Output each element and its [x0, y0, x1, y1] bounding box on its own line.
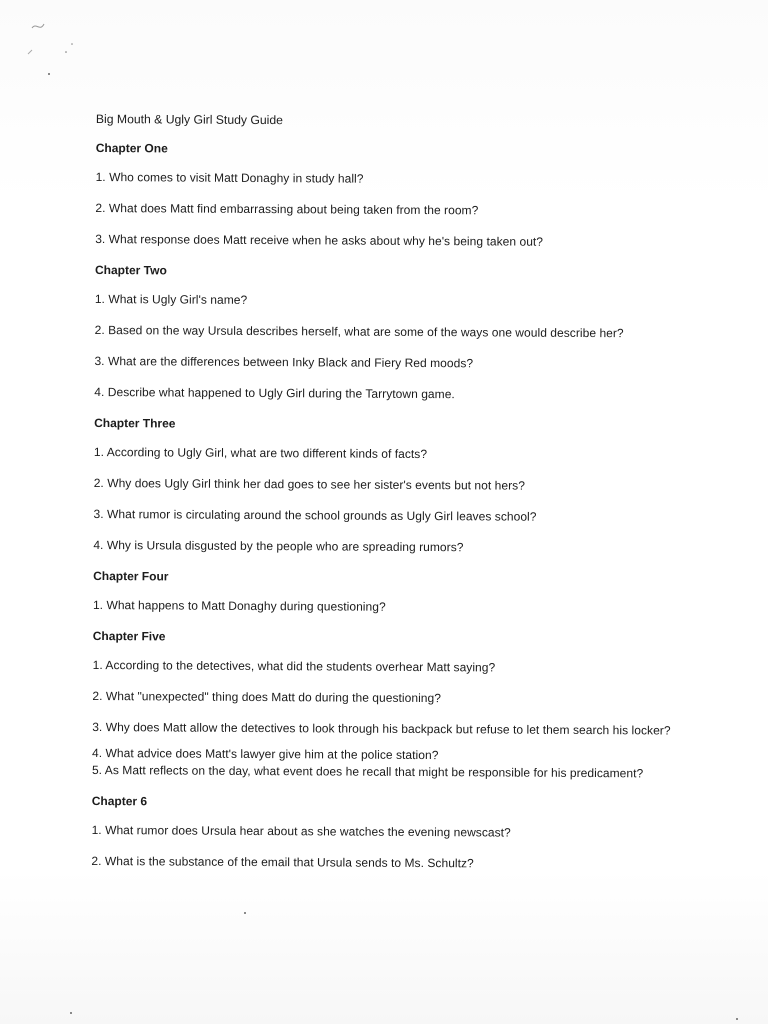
question: 2. What is the substance of the email that Ursula sends to Ms. Schultz?	[91, 853, 474, 871]
question: 4. Why is Ursula disgusted by the people who are spreading rumors?	[93, 537, 464, 555]
chapter-heading: Chapter 6	[91, 793, 148, 809]
chapter-six	[91, 793, 691, 873]
scan-speck	[70, 1012, 72, 1014]
question: 1. According to Ugly Girl, what are two different kinds of facts?	[93, 444, 428, 462]
question: 1. What happens to Matt Donaghy during questioning?	[92, 597, 386, 614]
question: 1. According to the detectives, what did the students overhear Matt saying?	[92, 657, 496, 675]
chapter-three	[93, 415, 694, 557]
question: 3. Why does Matt allow the detectives to look through his backpack but refuse to let them search his locker?	[92, 719, 671, 738]
document-title: Big Mouth & Ugly Girl Study Guide	[95, 111, 283, 128]
chapter-heading: Chapter One	[95, 140, 168, 156]
question: 5. As Matt reflects on the day, what event does he recall that might be responsible for his predicament?	[91, 762, 644, 781]
chapter-heading: Chapter Two	[94, 262, 167, 278]
chapter-two	[94, 262, 695, 404]
chapter-one	[95, 140, 696, 251]
question: 2. Why does Ugly Girl think her dad goes to see her sister's events but not hers?	[93, 475, 525, 493]
chapter-heading: Chapter Three	[94, 415, 176, 431]
chapter-five	[92, 628, 693, 782]
question: 2. What does Matt find embarrassing about being taken from the room?	[95, 200, 479, 218]
chapter-heading: Chapter Four	[93, 568, 169, 584]
question: 3. What are the differences between Inky Black and Fiery Red moods?	[94, 353, 474, 371]
scan-speck	[244, 912, 246, 914]
question: 4. Describe what happened to Ugly Girl during the Tarrytown game.	[94, 384, 455, 402]
chapter-heading: Chapter Five	[92, 628, 166, 644]
question: 4. What advice does Matt's lawyer give him at the police station?	[92, 745, 439, 763]
question: 2. Based on the way Ursula describes herself, what are some of the ways one would describe her?	[94, 322, 624, 341]
question: 2. What "unexpected" thing does Matt do during the questioning?	[92, 688, 442, 706]
pen-mark	[24, 14, 84, 84]
study-guide	[91, 111, 696, 888]
question: 1. Who comes to visit Matt Donaghy in study hall?	[95, 169, 364, 186]
question: 3. What response does Matt receive when he asks about why he's being taken out?	[95, 231, 544, 249]
question: 3. What rumor is circulating around the school grounds as Ugly Girl leaves school?	[93, 506, 537, 524]
question: 1. What is Ugly Girl's name?	[94, 291, 248, 307]
chapter-four	[93, 568, 693, 617]
scan-speck	[736, 1018, 738, 1020]
question: 1. What rumor does Ursula hear about as she watches the evening newscast?	[91, 822, 511, 840]
